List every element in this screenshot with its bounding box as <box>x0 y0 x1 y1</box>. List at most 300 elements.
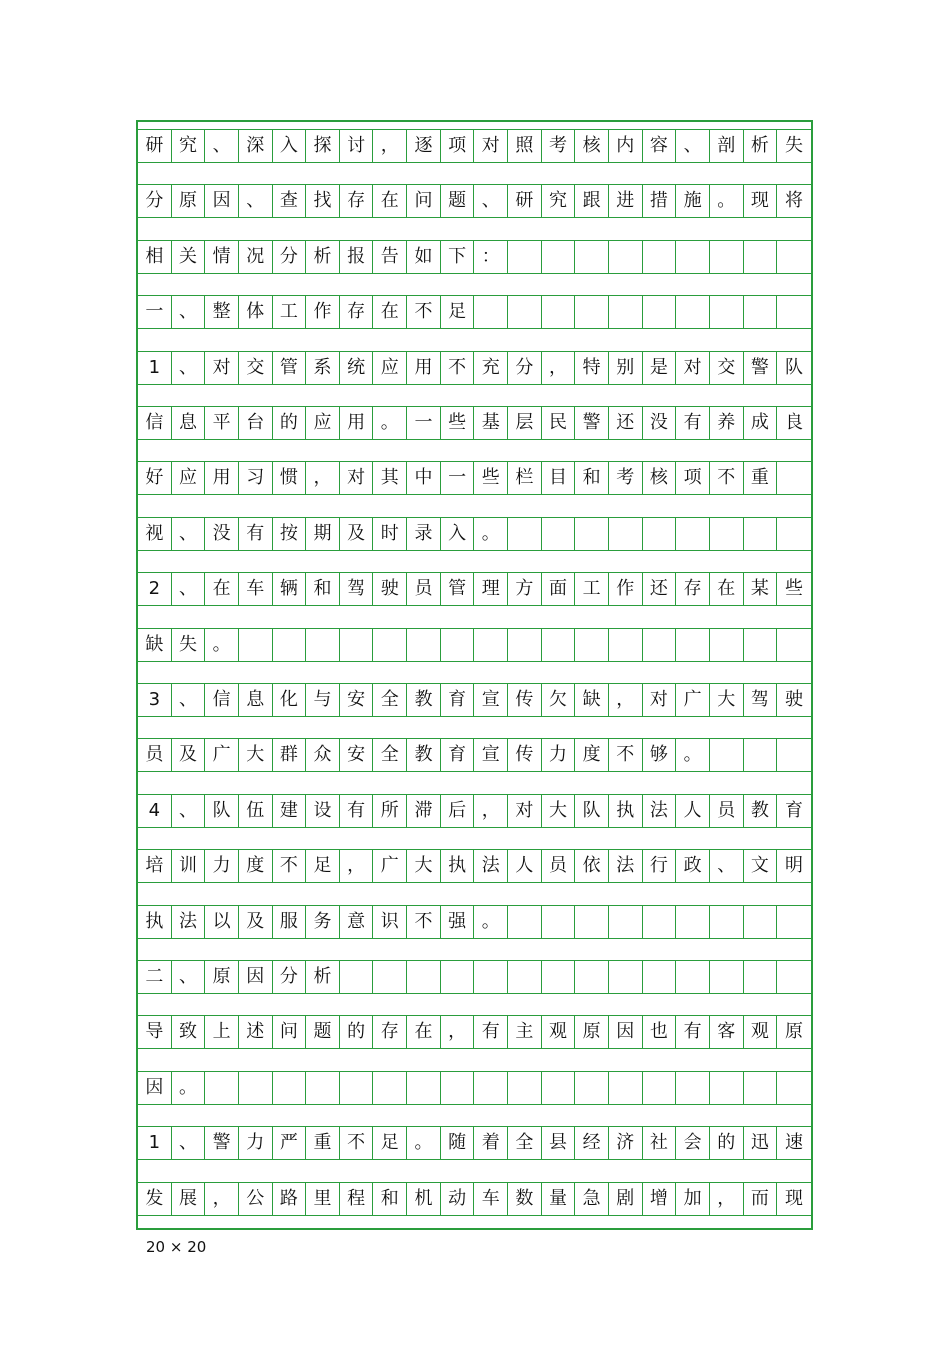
grid-cell: 化 <box>273 683 307 717</box>
grid-cell: 和 <box>373 1182 407 1216</box>
grid-cell: 客 <box>710 1015 744 1049</box>
grid-cell: 剧 <box>609 1182 643 1216</box>
grid-cell: 期 <box>306 517 340 551</box>
grid-cell: 重 <box>306 1126 340 1160</box>
grid-cell: 、 <box>172 572 206 606</box>
grid-cell: 执 <box>609 794 643 828</box>
grid-cell: 展 <box>172 1182 206 1216</box>
grid-cell: 严 <box>273 1126 307 1160</box>
grid-cell: 交 <box>710 351 744 385</box>
grid-cell: 而 <box>744 1182 778 1216</box>
grid-cell <box>676 960 710 994</box>
grid-cell: 队 <box>575 794 609 828</box>
grid-cell: 现 <box>744 184 778 218</box>
grid-size-label: 20 × 20 <box>146 1238 207 1256</box>
grid-cell: 对 <box>508 794 542 828</box>
grid-cell: 管 <box>273 351 307 385</box>
grid-cell: 人 <box>676 794 710 828</box>
grid-cell: 失 <box>777 129 811 163</box>
grid-cell: 迅 <box>744 1126 778 1160</box>
grid-cell <box>407 960 441 994</box>
grid-cell <box>508 517 542 551</box>
grid-cell <box>676 628 710 662</box>
grid-cell: 内 <box>609 129 643 163</box>
grid-cell: 剖 <box>710 129 744 163</box>
grid-cell: 与 <box>306 683 340 717</box>
grid-cell <box>777 240 811 274</box>
grid-cell: 广 <box>205 738 239 772</box>
grid-cell <box>609 905 643 939</box>
grid-cell: 度 <box>575 738 609 772</box>
grid-cell: 应 <box>306 406 340 440</box>
grid-cell: 足 <box>441 295 475 329</box>
grid-cell: 依 <box>575 849 609 883</box>
grid-cell: 及 <box>340 517 374 551</box>
grid-cell <box>777 905 811 939</box>
grid-cell: 车 <box>474 1182 508 1216</box>
grid-cell: 失 <box>172 628 206 662</box>
grid-cell: 些 <box>777 572 811 606</box>
grid-cell <box>676 240 710 274</box>
grid-cell: 、 <box>676 129 710 163</box>
grid-row <box>138 628 811 662</box>
grid-cell: 析 <box>306 960 340 994</box>
grid-cell: 不 <box>609 738 643 772</box>
grid-cell: 员 <box>138 738 172 772</box>
grid-cell: 众 <box>306 738 340 772</box>
grid-cell: 不 <box>273 849 307 883</box>
grid-cell <box>441 960 475 994</box>
grid-cell: 存 <box>340 295 374 329</box>
grid-cell: 的 <box>273 406 307 440</box>
grid-cell: 没 <box>205 517 239 551</box>
grid-cell: 工 <box>575 572 609 606</box>
grid-cell: 项 <box>441 129 475 163</box>
grid-cell: ， <box>340 849 374 883</box>
grid-cell: 的 <box>710 1126 744 1160</box>
grid-cell <box>373 1071 407 1105</box>
grid-cell: 管 <box>441 572 475 606</box>
grid-cell: 找 <box>306 184 340 218</box>
grid-cell: 、 <box>172 794 206 828</box>
grid-cell: 不 <box>407 905 441 939</box>
grid-cell: 情 <box>205 240 239 274</box>
grid-cell: 警 <box>205 1126 239 1160</box>
grid-cell: 作 <box>609 572 643 606</box>
grid-cell: 入 <box>441 517 475 551</box>
grid-cell: 急 <box>575 1182 609 1216</box>
grid-cell: 一 <box>138 295 172 329</box>
grid-cell: 随 <box>441 1126 475 1160</box>
grid-cell <box>575 905 609 939</box>
grid-row <box>138 794 811 828</box>
grid-row <box>138 240 811 274</box>
grid-cell: 3 <box>138 683 172 717</box>
grid-cell <box>508 1071 542 1105</box>
grid-cell: 逐 <box>407 129 441 163</box>
grid-cell: 队 <box>777 351 811 385</box>
grid-cell: 育 <box>441 683 475 717</box>
grid-cell <box>710 240 744 274</box>
grid-cell <box>744 628 778 662</box>
grid-cell: 惯 <box>273 461 307 495</box>
grid-cell: 相 <box>138 240 172 274</box>
grid-cell: 以 <box>205 905 239 939</box>
grid-cell <box>643 960 677 994</box>
grid-row <box>138 1015 811 1049</box>
grid-cell: 队 <box>205 794 239 828</box>
grid-cell: 辆 <box>273 572 307 606</box>
grid-cell: 况 <box>239 240 273 274</box>
grid-cell <box>744 517 778 551</box>
grid-cell <box>575 240 609 274</box>
grid-cell: 力 <box>205 849 239 883</box>
grid-cell: 栏 <box>508 461 542 495</box>
grid-cell <box>609 1071 643 1105</box>
grid-cell: 滞 <box>407 794 441 828</box>
grid-cell <box>273 1071 307 1105</box>
grid-cell: 。 <box>373 406 407 440</box>
grid-cell: 员 <box>710 794 744 828</box>
grid-cell: 讨 <box>340 129 374 163</box>
grid-cell: 缺 <box>138 628 172 662</box>
grid-cell: 报 <box>340 240 374 274</box>
grid-cell: 对 <box>205 351 239 385</box>
grid-cell: 如 <box>407 240 441 274</box>
grid-cell: 研 <box>138 129 172 163</box>
grid-cell <box>542 628 576 662</box>
grid-cell: 存 <box>340 184 374 218</box>
grid-cell: 原 <box>575 1015 609 1049</box>
grid-cell: 务 <box>306 905 340 939</box>
grid-cell <box>744 295 778 329</box>
grid-cell: 将 <box>777 184 811 218</box>
grid-cell: 教 <box>744 794 778 828</box>
grid-cell: 二 <box>138 960 172 994</box>
grid-cell <box>710 517 744 551</box>
grid-cell: 广 <box>676 683 710 717</box>
grid-cell: 程 <box>340 1182 374 1216</box>
grid-cell: 数 <box>508 1182 542 1216</box>
grid-cell: 平 <box>205 406 239 440</box>
grid-cell: 应 <box>373 351 407 385</box>
grid-cell: ， <box>474 794 508 828</box>
grid-cell: 法 <box>643 794 677 828</box>
grid-cell <box>306 628 340 662</box>
grid-row <box>138 351 811 385</box>
grid-cell <box>744 738 778 772</box>
grid-cell: 核 <box>643 461 677 495</box>
grid-cell: 题 <box>306 1015 340 1049</box>
grid-cell: 查 <box>273 184 307 218</box>
grid-cell: 下 <box>441 240 475 274</box>
grid-cell: 入 <box>273 129 307 163</box>
grid-cell: 全 <box>508 1126 542 1160</box>
grid-cell: 大 <box>239 738 273 772</box>
grid-cell: 4 <box>138 794 172 828</box>
grid-cell: 好 <box>138 461 172 495</box>
grid-cell: 在 <box>373 295 407 329</box>
grid-cell: 存 <box>373 1015 407 1049</box>
grid-cell: 设 <box>306 794 340 828</box>
grid-cell: 强 <box>441 905 475 939</box>
grid-cell: 因 <box>609 1015 643 1049</box>
grid-cell: ， <box>441 1015 475 1049</box>
grid-cell: 、 <box>172 683 206 717</box>
grid-cell: 探 <box>306 129 340 163</box>
grid-cell: 人 <box>508 849 542 883</box>
grid-cell: ， <box>306 461 340 495</box>
grid-cell: 传 <box>508 738 542 772</box>
grid-cell <box>609 240 643 274</box>
grid-row <box>138 960 811 994</box>
grid-cell <box>407 1071 441 1105</box>
grid-cell: 有 <box>676 1015 710 1049</box>
grid-cell: 因 <box>138 1071 172 1105</box>
grid-cell: 加 <box>676 1182 710 1216</box>
grid-cell <box>676 1071 710 1105</box>
grid-cell: 在 <box>407 1015 441 1049</box>
grid-cell: 服 <box>273 905 307 939</box>
grid-cell: 观 <box>744 1015 778 1049</box>
grid-cell: 经 <box>575 1126 609 1160</box>
grid-row <box>138 1071 811 1105</box>
grid-cell: 息 <box>239 683 273 717</box>
grid-cell <box>508 905 542 939</box>
grid-cell <box>542 1071 576 1105</box>
grid-cell: 伍 <box>239 794 273 828</box>
grid-row <box>138 738 811 772</box>
grid-cell: 警 <box>744 351 778 385</box>
grid-cell: 用 <box>407 351 441 385</box>
grid-cell: 究 <box>172 129 206 163</box>
grid-cell: 在 <box>710 572 744 606</box>
grid-cell: 观 <box>542 1015 576 1049</box>
grid-cell: 有 <box>340 794 374 828</box>
grid-cell <box>609 628 643 662</box>
grid-cell <box>575 960 609 994</box>
grid-cell: 欠 <box>542 683 576 717</box>
grid-cell <box>643 517 677 551</box>
grid-cell: 宣 <box>474 683 508 717</box>
grid-cell <box>474 960 508 994</box>
grid-cell <box>542 295 576 329</box>
grid-cell <box>744 240 778 274</box>
grid-cell: ： <box>474 240 508 274</box>
grid-cell: 、 <box>172 351 206 385</box>
grid-cell: 措 <box>643 184 677 218</box>
grid-cell <box>542 960 576 994</box>
grid-cell: 些 <box>441 406 475 440</box>
grid-cell: 、 <box>239 184 273 218</box>
grid-cell: 原 <box>172 184 206 218</box>
grid-cell <box>643 1071 677 1105</box>
grid-cell: 跟 <box>575 184 609 218</box>
grid-cell: 分 <box>508 351 542 385</box>
grid-cell: 、 <box>474 184 508 218</box>
grid-cell <box>508 295 542 329</box>
grid-cell: 的 <box>340 1015 374 1049</box>
grid-cell: 项 <box>676 461 710 495</box>
grid-cell <box>710 738 744 772</box>
grid-cell: 还 <box>609 406 643 440</box>
grid-cell: 机 <box>407 1182 441 1216</box>
grid-cell <box>205 1071 239 1105</box>
grid-row <box>138 683 811 717</box>
grid-row <box>138 461 811 495</box>
grid-cell: 民 <box>542 406 576 440</box>
grid-cell: 法 <box>474 849 508 883</box>
grid-cell: 分 <box>138 184 172 218</box>
grid-cell: 。 <box>474 517 508 551</box>
grid-cell: 足 <box>306 849 340 883</box>
grid-cell: 、 <box>172 960 206 994</box>
grid-cell <box>340 1071 374 1105</box>
grid-cell: 对 <box>340 461 374 495</box>
grid-cell: 广 <box>373 849 407 883</box>
grid-cell: 有 <box>474 1015 508 1049</box>
grid-cell: 在 <box>205 572 239 606</box>
grid-cell <box>373 960 407 994</box>
grid-cell <box>508 960 542 994</box>
grid-cell: ， <box>710 1182 744 1216</box>
grid-cell <box>575 1071 609 1105</box>
grid-cell: 增 <box>643 1182 677 1216</box>
grid-cell: 缺 <box>575 683 609 717</box>
grid-cell <box>474 295 508 329</box>
grid-cell <box>744 905 778 939</box>
grid-cell <box>542 240 576 274</box>
grid-cell <box>441 628 475 662</box>
grid-row <box>138 129 811 163</box>
grid-cell: 明 <box>777 849 811 883</box>
grid-cell <box>676 517 710 551</box>
grid-cell <box>508 628 542 662</box>
grid-cell: 不 <box>441 351 475 385</box>
grid-row <box>138 905 811 939</box>
grid-cell: 上 <box>205 1015 239 1049</box>
grid-cell <box>710 960 744 994</box>
grid-cell <box>609 295 643 329</box>
grid-cell <box>643 905 677 939</box>
grid-cell: 群 <box>273 738 307 772</box>
grid-cell <box>306 1071 340 1105</box>
grid-cell: 施 <box>676 184 710 218</box>
grid-cell: 告 <box>373 240 407 274</box>
grid-cell: 是 <box>643 351 677 385</box>
grid-cell <box>777 461 811 495</box>
grid-cell: 因 <box>205 184 239 218</box>
grid-cell <box>744 960 778 994</box>
grid-cell: 息 <box>172 406 206 440</box>
grid-cell: 全 <box>373 738 407 772</box>
grid-cell: 车 <box>239 572 273 606</box>
grid-cell: 一 <box>407 406 441 440</box>
grid-cell: 析 <box>744 129 778 163</box>
grid-cell: 训 <box>172 849 206 883</box>
grid-cell: 公 <box>239 1182 273 1216</box>
grid-cell: 济 <box>609 1126 643 1160</box>
grid-cell: 考 <box>542 129 576 163</box>
grid-cell: 基 <box>474 406 508 440</box>
grid-cell: 因 <box>239 960 273 994</box>
grid-cell: 够 <box>643 738 677 772</box>
grid-cell <box>710 905 744 939</box>
grid-cell: 有 <box>676 406 710 440</box>
grid-cell: 不 <box>407 295 441 329</box>
grid-cell: 分 <box>273 960 307 994</box>
grid-cell: 1 <box>138 1126 172 1160</box>
grid-cell: 析 <box>306 240 340 274</box>
grid-cell: 特 <box>575 351 609 385</box>
grid-cell: 育 <box>777 794 811 828</box>
grid-cell: 存 <box>676 572 710 606</box>
grid-cell: 一 <box>441 461 475 495</box>
grid-cell <box>777 628 811 662</box>
grid-cell <box>744 1071 778 1105</box>
grid-cell: 重 <box>744 461 778 495</box>
grid-row <box>138 849 811 883</box>
grid-cell <box>508 240 542 274</box>
grid-cell: 别 <box>609 351 643 385</box>
grid-cell: 体 <box>239 295 273 329</box>
grid-cell <box>441 1071 475 1105</box>
grid-cell: 对 <box>474 129 508 163</box>
grid-cell: 法 <box>609 849 643 883</box>
grid-cell <box>239 1071 273 1105</box>
grid-cell: 建 <box>273 794 307 828</box>
grid-cell: 考 <box>609 461 643 495</box>
grid-cell: 驾 <box>340 572 374 606</box>
grid-cell: 问 <box>273 1015 307 1049</box>
grid-row <box>138 184 811 218</box>
grid-cell: 大 <box>407 849 441 883</box>
grid-cell: 用 <box>340 406 374 440</box>
grid-cell <box>575 517 609 551</box>
grid-cell <box>643 628 677 662</box>
manuscript-grid <box>136 120 813 1230</box>
grid-cell <box>407 628 441 662</box>
grid-cell <box>710 295 744 329</box>
grid-cell: 警 <box>575 406 609 440</box>
grid-cell <box>777 960 811 994</box>
grid-cell: 致 <box>172 1015 206 1049</box>
grid-cell: 分 <box>273 240 307 274</box>
grid-cell: 、 <box>172 295 206 329</box>
grid-cell: 成 <box>744 406 778 440</box>
grid-cell: 系 <box>306 351 340 385</box>
grid-cell: 不 <box>710 461 744 495</box>
grid-cell: 传 <box>508 683 542 717</box>
grid-cell: 和 <box>575 461 609 495</box>
grid-cell: 深 <box>239 129 273 163</box>
grid-cell: 关 <box>172 240 206 274</box>
grid-cell: 整 <box>205 295 239 329</box>
grid-cell: 养 <box>710 406 744 440</box>
grid-cell: 教 <box>407 683 441 717</box>
grid-cell: 足 <box>373 1126 407 1160</box>
grid-cell: 方 <box>508 572 542 606</box>
grid-cell <box>710 1071 744 1105</box>
grid-row <box>138 1182 811 1216</box>
grid-cell: 、 <box>172 1126 206 1160</box>
grid-cell: 。 <box>710 184 744 218</box>
grid-cell: 1 <box>138 351 172 385</box>
grid-cell: 员 <box>542 849 576 883</box>
grid-cell: 驶 <box>777 683 811 717</box>
grid-cell: 在 <box>373 184 407 218</box>
grid-row <box>138 406 811 440</box>
